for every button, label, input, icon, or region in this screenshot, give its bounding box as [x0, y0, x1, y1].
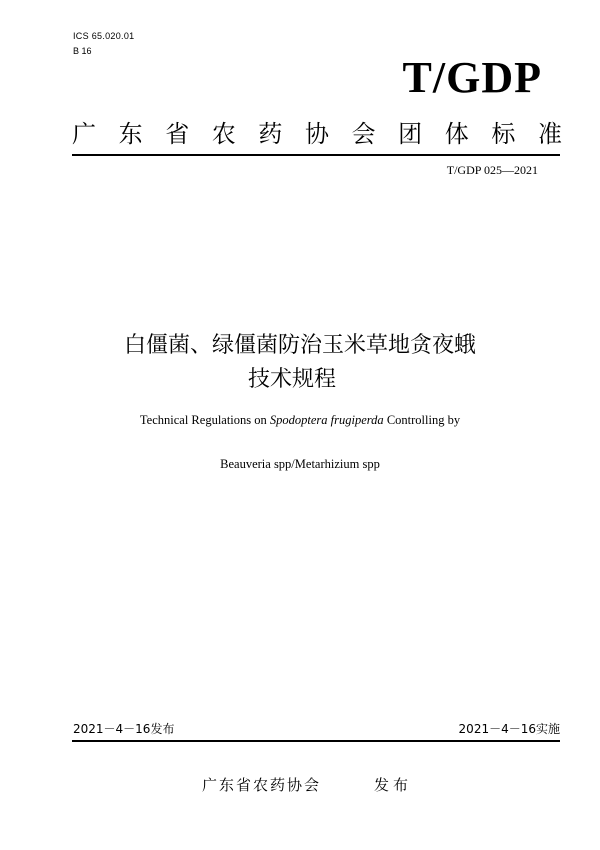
publish-date: 2021－4－16发布 [73, 722, 175, 736]
implement-date: 2021－4－16实施 [458, 722, 560, 736]
organization-title-char: 广 [72, 120, 96, 148]
organization-title-char: 体 [444, 120, 469, 148]
issuer-name: 广东省农药协会 [202, 776, 322, 794]
english-title-suffix: Controlling by [383, 413, 461, 427]
organization-title-char: 团 [398, 120, 423, 148]
ics-code: ICS 65.020.01 [73, 31, 135, 41]
organization-title-char: 药 [258, 120, 283, 148]
document-title-line2: 技术规程 [247, 367, 336, 392]
top-divider [72, 154, 560, 156]
english-title-line2: Beauveria spp/Metarhizium spp [220, 457, 380, 471]
english-title-prefix: Technical Regulations on [139, 413, 270, 427]
english-title-species: Spodoptera frugiperda [269, 413, 384, 427]
organization-title [72, 114, 562, 149]
organization-title-char: 准 [537, 120, 562, 148]
english-title-line1 [0, 413, 600, 428]
issue-label: 发布 [374, 776, 413, 794]
organization-title-char: 东 [118, 120, 143, 148]
organization-title-char: 标 [491, 120, 516, 148]
organization-title-char: 省 [165, 120, 190, 148]
standard-number: T/GDP 025—2021 [446, 163, 538, 177]
ccs-code: B 16 [73, 46, 92, 56]
organization-title-char: 农 [211, 120, 236, 148]
document-title-line1: 白僵菌、绿僵菌防治玉米草地贪夜蛾 [123, 333, 476, 358]
organization-title-char: 会 [351, 120, 376, 148]
organization-title-char: 协 [304, 120, 329, 148]
standard-logo: T/GDP [402, 53, 542, 102]
bottom-divider [72, 740, 560, 742]
